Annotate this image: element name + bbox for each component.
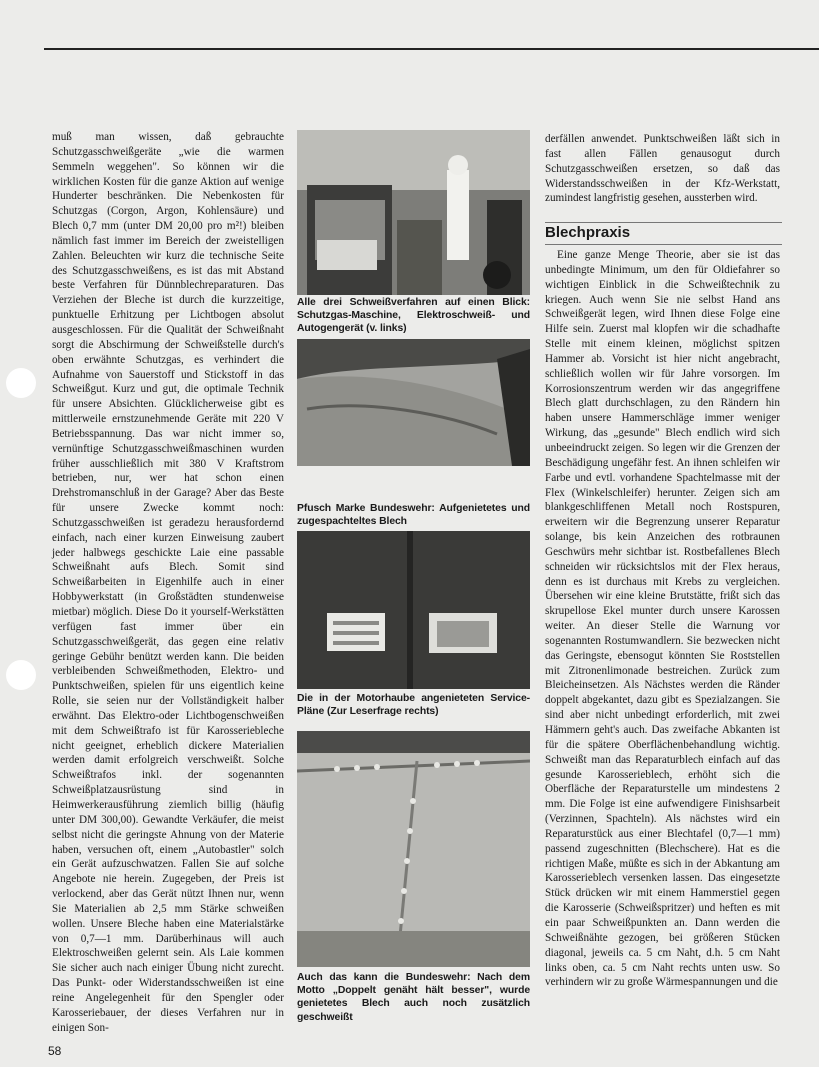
caption-photo-4: Auch das kann die Bundeswehr: Nach dem Motto „Doppelt genäht hält besser", wurde genietetes Blech auch noch zusätzlich geschweißt <box>297 972 530 1023</box>
photo-welded-rivets <box>297 731 530 967</box>
article-column-right-intro <box>545 132 780 206</box>
page-number: 58 <box>48 1044 62 1058</box>
caption-photo-1: Alle drei Schweißverfahren auf einen Blick: Schutzgas-Maschine, Elektroschweiß- und Autogengerät (v. links) <box>297 297 530 335</box>
photo-riveted-panel <box>297 339 530 466</box>
article-column-left <box>52 130 284 1035</box>
paragraph: derfällen anwendet. Punktschweißen läßt sich in fast allen Fällen genausogut durch Schutzgasschweißen ersetzen, so daß das Widerstandsschweißen in der Kfz-Werkstatt, zumindest langfristig gesehen, aussterben wird. <box>545 133 780 205</box>
section-heading: Blechpraxis <box>545 224 631 241</box>
caption-photo-2: Pfusch Marke Bundeswehr: Aufgenietetes und zugespachteltes Blech <box>297 503 530 528</box>
riveted-panel-image <box>297 339 530 466</box>
paragraph: Eine ganze Menge Theorie, aber sie ist das unbedingte Minimum, um den für Oldiefahrer so wichtigen Einblick in die Schweißtechnik zu kriegen. Auch wenn Sie nie selbst Hand ans Schweißgerät legen, wird Ihnen diese Folge eine Hilfe sein. Zuerst mal klopfen wir die schadhafte Stelle mit einem kleinen, möglichst spitzen Hammer ab. Vorsicht ist hier nicht angebracht, schließlich wollen wir für Jahre vorsorgen. Im Korrosionszentrum werden wir das angegriffene Blech glatt durchschlagen, zu den Rändern hin haben unsere Hammerschläge immer weniger Wirkung, das „gesunde" Blech endlich wird sich unbeeindruckt zeigen. So legen wir die Grenzen der Beschädigung ungefähr fest. An ihnen schleifen wir Farbe und evtl. vorhandene Spachtelmasse mit der Flex (Winkelschleifer) herunter. Zeigen sich am blankgeschliffenen Metall noch Rostspuren, erweitern wir die Begrenzung unserer Reparatur solange, bis kein Anzeichen des rotbraunen Geschwürs mehr sichtbar ist. Rostbefallenes Blech schneiden wir rücksichtslos mit der Flex heraus, denn es ist durchaus mit Krebs zu vergleichen. Übersehen wir eine kleine Brutstätte, frißt sich das skrupellose Ekel munter durch unsere Karossen weiter. An dieser Stelle die Warnung vor sogenannten Rostumwandlern. Sie bezwecken nicht das Geringste, ebensogut könnten Sie Roststellen mit Zitronenlimonade bestreichen. Zurück zum Bleicheinsetzen. Als Nächstes werden die Ränder doppelt abgekantet, dazu gibt es Spezialzangen. Sie sind aber nicht unbedingt erforderlich, mit zwei Hämmern geht's auch. Das zweifache Abkanten ist für die spätere Oberflächenbehandlung wichtig. Schweißt man das Reparaturblech einfach auf das gesunde Karosserieblech, erhöht sich die Oberfläche der Reparaturstelle um mindestens 2 mm. Die Folge ist eine aufwendigere Finishsarbeit (Verzinnen, Spachteln). Als nächstes wird ein Reparaturstück aus einer Blechtafel (0,7—1 mm) passend zugeschnitten (Blechschere). Hat es die richtigen Maße, müßte es sich in der Abkantung am Karosserieblech versenken lassen. Das eingesetzte Stück drücken wir mit einem Hammerstiel gegen die Karosserie (Schweißspritzer) und heften es mit ein paar Schweißpunkten an. Dann werden die Schweißnähte gezogen, bei größeren Stücken diagonal, jeweils ca. 5 cm Naht, d.h. 5 cm Naht links oben, ca. 5 cm Naht rechts unten usw. So verhindern wir zu große Wärmespannungen und die <box>545 249 780 989</box>
photo-service-plans <box>297 531 530 689</box>
binder-hole-bottom <box>6 660 36 690</box>
service-plans-image <box>297 531 530 689</box>
welding-machines-image <box>297 130 530 295</box>
caption-photo-3: Die in der Motorhaube angenieteten Service-Pläne (Zur Leserfrage rechts) <box>297 693 530 718</box>
section-rule-bottom <box>545 244 782 245</box>
welded-rivets-image <box>297 731 530 967</box>
paragraph: muß man wissen, daß gebrauchte Schutzgasschweißgeräte „wie die warmen Semmeln weggehen". So können wir die wirklichen Kosten für die ganze Aktion auf wenige Hunderter beschränken. Die Nebenkosten für Schutzgas (Corgon, Argon, Kohlensäure) und Blech 0,7 mm (unter DM 20,00 pro m²!) bleiben nämlich fast immer im Bereich der zweistelligen Zahlen. Beleuchten wir kurz die technische Seite des Schutzgasschweißens, es ist das mit Abstand beste Verfahren für Dünnblechreparaturen. Das Verziehen der Bleche ist durch die kurzzeitige, punktuelle Erhitzung per Lichtbogen absolut ausgeschlossen. Für die Qualität der Schweißnaht sorgt die Abschirmung der Schweißstelle durch's oben erwähnte Schutzgas, es verhindert die Aufnahme von Sauerstoff und Stickstoff in das Schweißgut. Kurz und gut, die optimale Technik für unsere Absichten. Glücklicherweise gibt es mittlerweile ernstzunehmende Geräte mit 220 V Betriebsspannung. Das war nicht immer so, vernünftige Schutzgasschweißmaschinen wurden früher ausschließlich mit 380 V Kraftstrom betrieben, nur, wer hat schon einen Drehstromanschluß in der Garage? Aber das Beste für unsere Zwecke kommt noch: Schutzgasschweißen ist geradezu herausfordernd einfach, nach einer kurzen Einweisung zaubert jeder halbwegs geschickte Laie eine passable Schweißnaht aufs Blech. Somit sind Schweißarbeiten in Eigenhilfe auch in einer Hobbywerkstatt (in Großstädten stundenweise mietbar) möglich. Diese Do it yourself-Werkstätten verfügen fast immer über ein Schutzgasschweißgerät, das gegen eine relativ geringe Gebühr benützt werden kann. Die beiden verbleibenden Schweißmethoden, Elektro- und Punktschweißen, spielen für uns eigentlich keine Rolle, sie seien nur der Vollständigkeit halber erwähnt. Das Elektro-oder Lichtbogenschweißen mit dem Schweißtrafo ist für Karosseriebleche nicht geeignet, erheblich dickere Materialien werden damit erfolgreich verschweißt. Solche Schweißtrafos inkl. der sogenannten Schweißplatzausrüstung sind in Heimwerkerausführung ziemlich billig (häufig unter DM 300,00). Gewandte Verkäufer, die meist selbst nicht die geringste Ahnung von der Materie haben, versuchen oft, einem „Autobastler" solch ein Gerät aufzuschwatzen. Fallen Sie auf solche Angebote nie herein. Zugegeben, der Preis ist verlockend, aber das Gerät nützt Ihnen nur, wenn Sie Materialien ab 2,5 mm Stärke schweißen wollen. Unsere Bleche haben eine Materialstärke von 0,7—1 mm. Darüberhinaus will auch Elektroschweißen gelernt sein. Als Laie kommen Sie sicher auch nach einiger Übung nicht zurecht. Das Punkt- oder Widerstandsschweißen ist eine reine Angelegenheit für den Spengler oder Karosseriebauer, der dieses Verfahren nur in einigen Son- <box>52 131 284 1034</box>
section-rule-top <box>545 222 782 223</box>
binder-hole-top <box>6 368 36 398</box>
photo-welding-machines <box>297 130 530 295</box>
article-column-right-body <box>545 248 780 990</box>
header-rule <box>44 48 819 50</box>
